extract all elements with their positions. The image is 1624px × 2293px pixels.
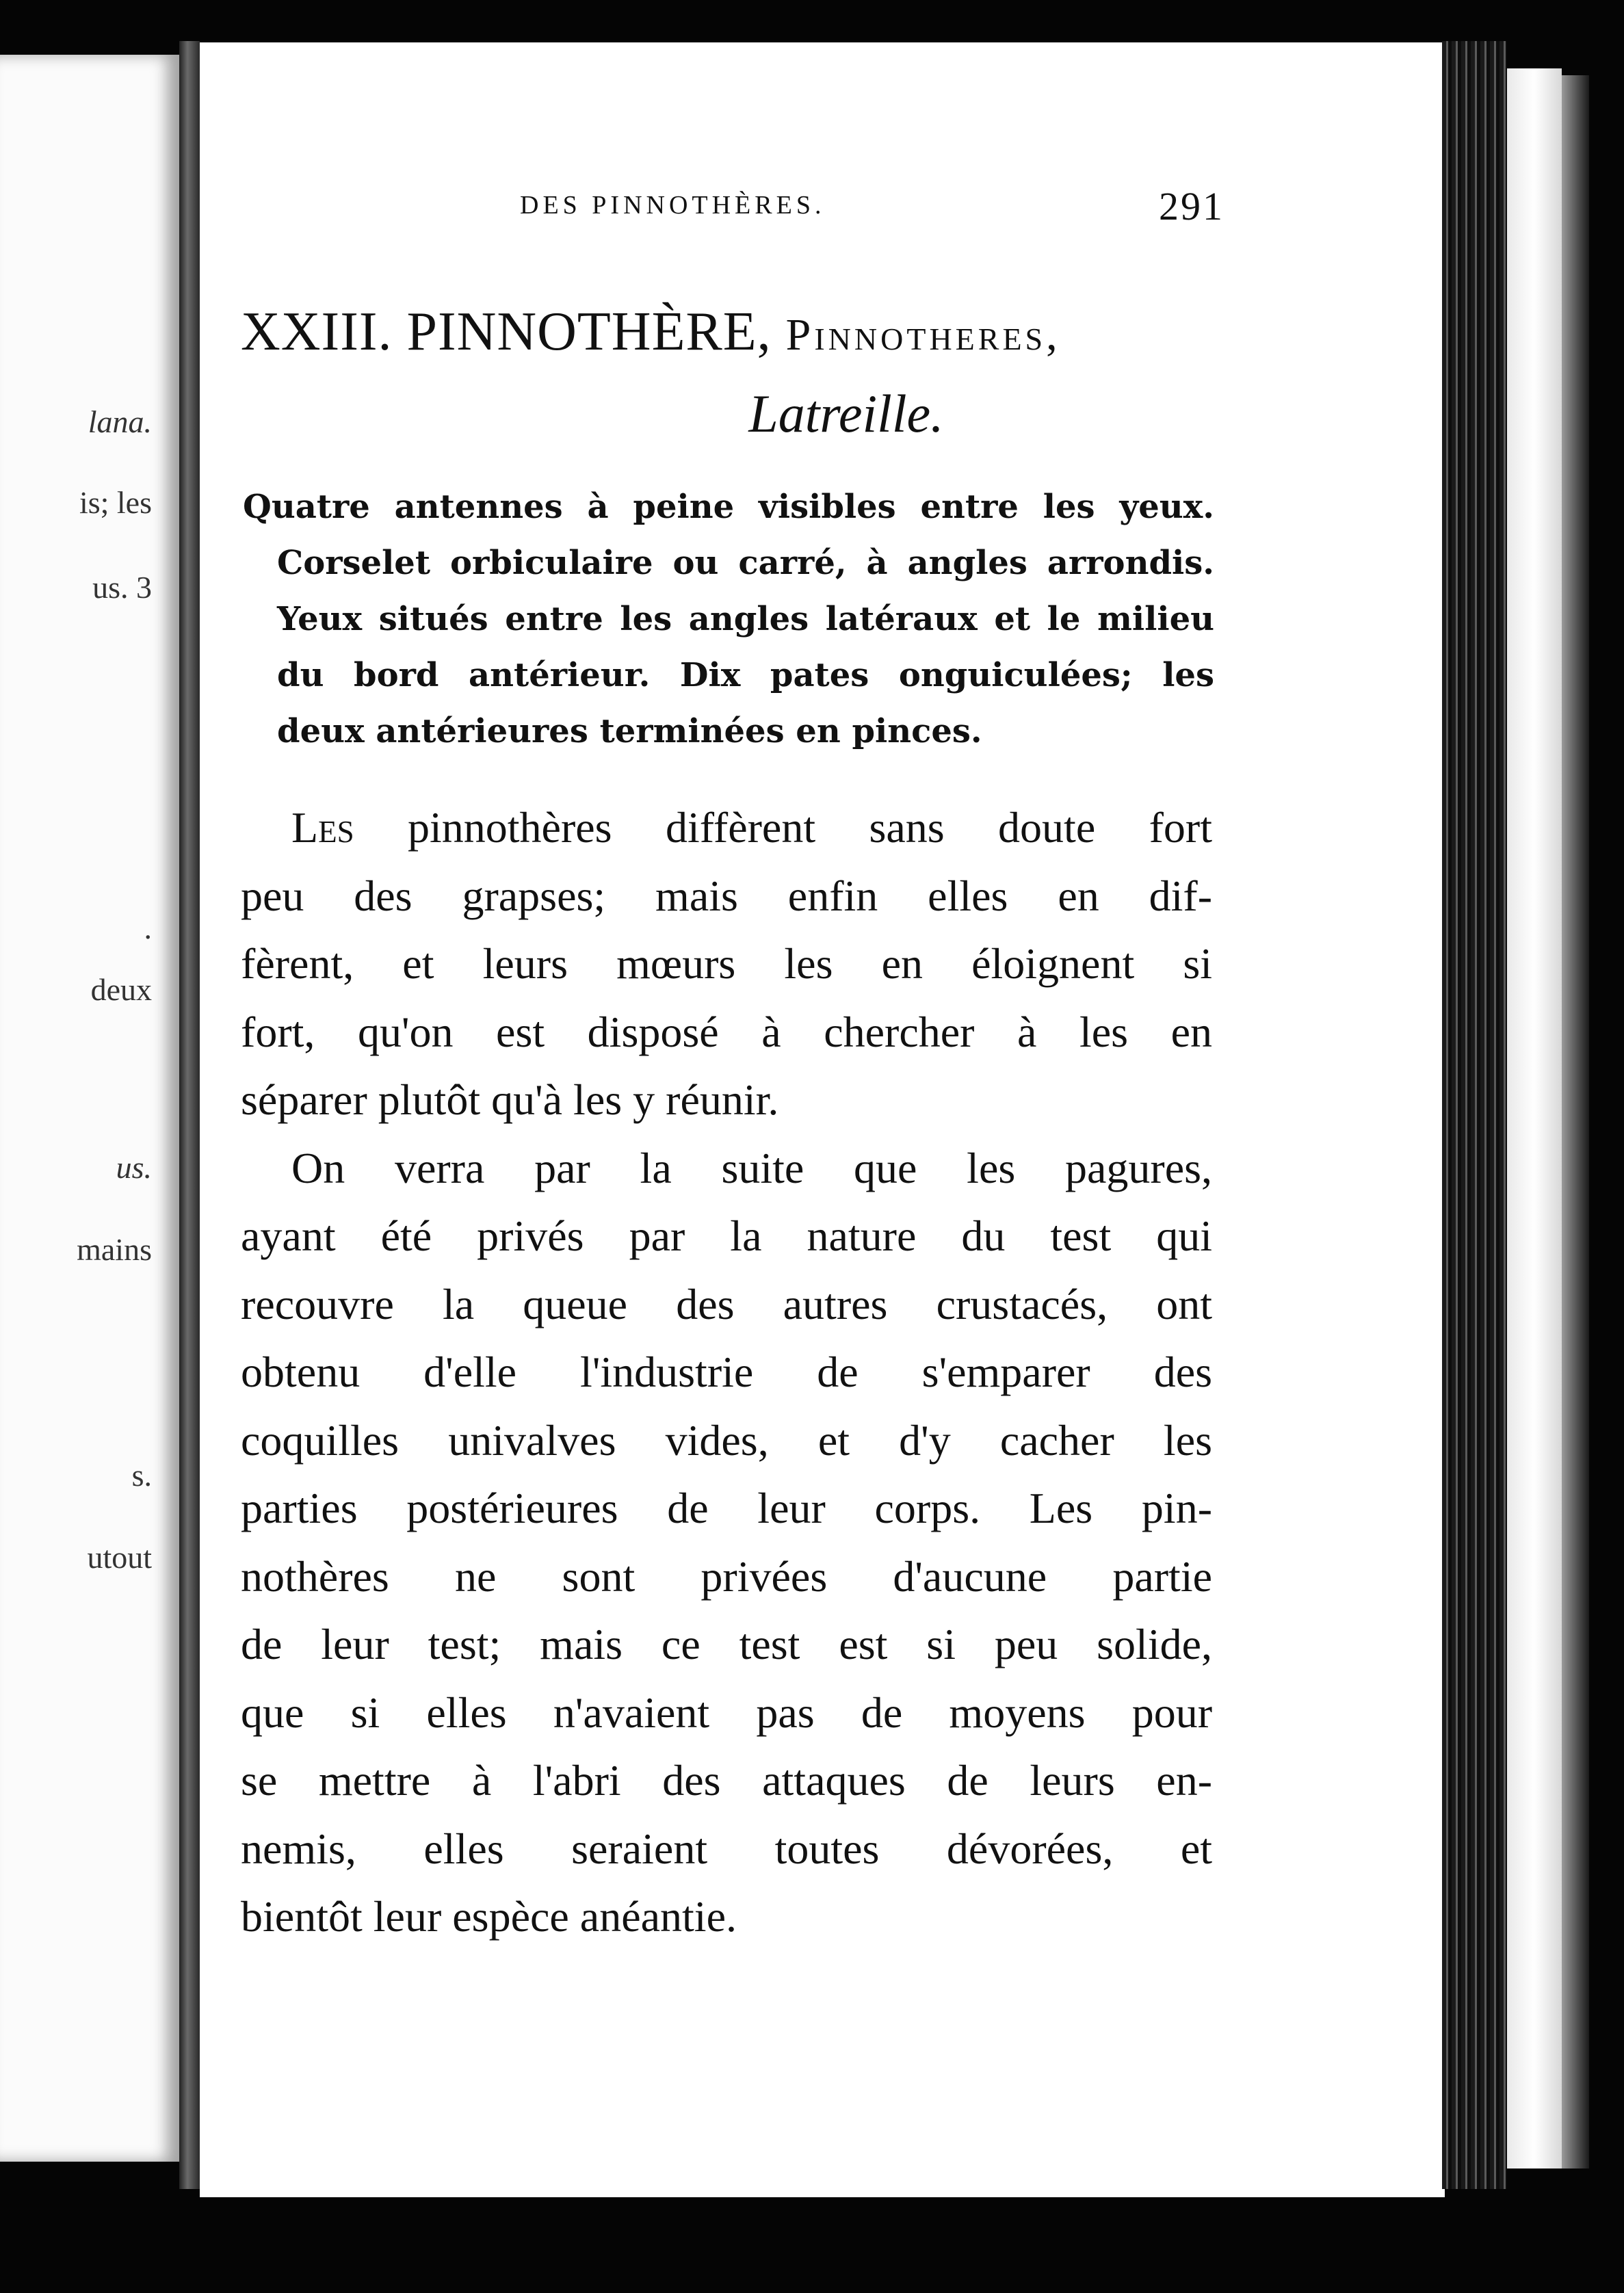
genus-latin-name: Pinnotheres, — [785, 310, 1061, 360]
body-line: parties postérieures de leur corps. Les pin- — [241, 1484, 1212, 1532]
body-first-word: Les — [291, 803, 354, 852]
diagnosis-line: Quatre antennes à peine visibles entre les yeux. — [243, 488, 1214, 526]
genus-diagnosis — [243, 479, 1214, 759]
body-text — [241, 794, 1212, 1951]
genus-author: Latreille. — [748, 384, 944, 443]
genus-heading — [241, 301, 1233, 363]
left-fragment: lana. — [88, 404, 152, 439]
diagnosis-line: Yeux situés entre les angles latéraux et le milieu — [277, 600, 1214, 638]
running-head — [315, 183, 1224, 231]
running-head-title: DES PINNOTHÈRES. — [520, 191, 826, 220]
diagnosis-line: du bord antérieur. Dix pates onguiculées; les — [277, 656, 1214, 694]
diagnosis-line: deux antérieures terminées en pinces. — [277, 712, 982, 750]
genus-number-name: XXIII. PINNOTHÈRE, — [241, 302, 772, 362]
body-line: que si elles n'avaient pas de moyens pour — [241, 1688, 1212, 1737]
left-fragment: s. — [131, 1458, 152, 1493]
body-line: bientôt leur espèce anéantie. — [241, 1892, 737, 1941]
left-facing-page — [0, 55, 179, 2162]
body-line: nothères ne sont privées d'aucune partie — [241, 1551, 1212, 1601]
left-fragment: utout — [87, 1540, 152, 1575]
left-fragment: us. — [116, 1150, 152, 1185]
body-line: de leur test; mais ce test est si peu solide, — [241, 1620, 1212, 1668]
diagnosis-line: Corselet orbiculaire ou carré, à angles arrondis. — [277, 544, 1214, 582]
body-line: obtenu d'elle l'industrie de s'emparer des — [241, 1348, 1212, 1396]
body-line: nemis, elles seraient toutes dévorées, et — [241, 1824, 1212, 1873]
body-first-line-rest: pinnothères diffèrent sans doute fort — [407, 803, 1213, 852]
body-line: séparer plutôt qu'à les y réunir. — [241, 1075, 779, 1124]
book-gutter — [179, 41, 200, 2189]
body-line: fèrent, et leurs mœurs les en éloignent si — [241, 939, 1212, 988]
body-line: ayant été privés par la nature du test qui — [241, 1211, 1212, 1260]
body-line — [241, 794, 1212, 862]
left-fragment: is; les — [79, 485, 152, 520]
body-line: coquilles univalves vides, et d'y cacher les — [241, 1415, 1212, 1465]
body-line: peu des grapses; mais enfin elles en dif- — [241, 871, 1212, 920]
left-fragment: deux — [90, 972, 152, 1007]
page-edge-stack — [1442, 41, 1507, 2189]
left-fragment: us. 3 — [92, 570, 152, 605]
left-fragment: mains — [77, 1232, 152, 1267]
body-line: fort, qu'on est disposé à chercher à les en — [241, 1007, 1212, 1056]
body-line: recouvre la queue des autres crustacés, ont — [241, 1279, 1212, 1328]
left-fragment: . — [144, 910, 152, 945]
body-line: On verra par la suite que les pagures, — [291, 1143, 1212, 1192]
page-number: 291 — [1159, 184, 1224, 228]
body-line: se mettre à l'abri des attaques de leurs en- — [241, 1756, 1212, 1805]
